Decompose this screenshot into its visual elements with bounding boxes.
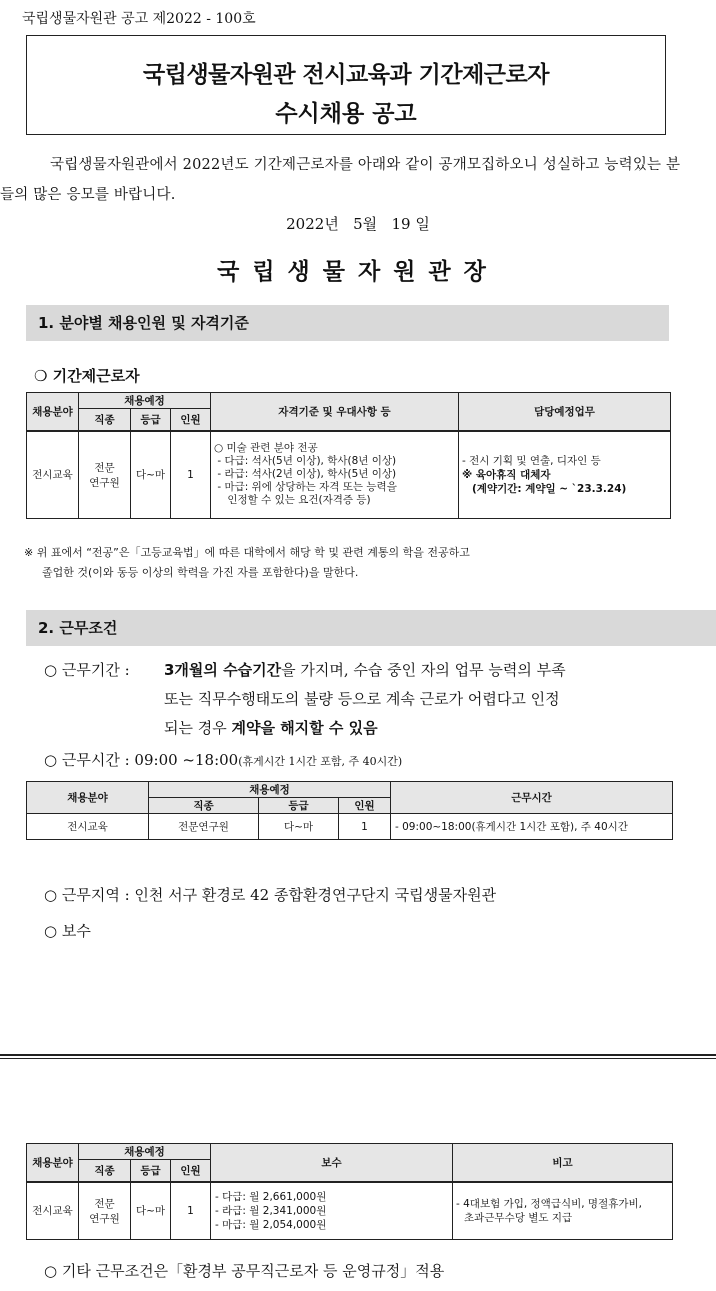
other-conditions: ○ 기타 근무조건은「환경부 공무직근로자 등 운영규정」적용 (44, 1262, 445, 1280)
header-grade: 등급 (131, 1160, 171, 1182)
header-qual: 자격기준 및 우대사항 등 (211, 393, 459, 431)
cell-field: 전시교육 (27, 814, 149, 840)
date-month: 5월 (353, 215, 378, 233)
cell-qual (211, 431, 459, 519)
section-1-header: 1. 분야별 채용인원 및 자격기준 (26, 305, 669, 341)
duty-line: - 전시 기획 및 연출, 디자인 등 (462, 454, 601, 467)
cell-job: 전문 연구원 (79, 431, 131, 519)
issuer: 국립생물자원관장 (217, 259, 499, 285)
header-count: 인원 (171, 1160, 211, 1182)
cell-field: 전시교육 (27, 431, 79, 519)
pay-line: - 마급: 월 2,054,000원 (215, 1218, 327, 1231)
work-location: ○ 근무지역 : 인천 서구 환경로 42 종합환경연구단지 국립생물자원관 (44, 886, 497, 904)
cell-grade: 다~마 (259, 814, 339, 840)
title-line-2: 수시채용 공고 (275, 101, 417, 127)
page-divider (0, 1054, 716, 1056)
header-note: 비고 (453, 1144, 673, 1182)
note-line: 초과근무수당 별도 지급 (464, 1211, 573, 1224)
footnote (24, 543, 684, 583)
cell-note (453, 1182, 673, 1240)
pay-line: - 라급: 월 2,341,000원 (215, 1204, 327, 1217)
header-grade: 등급 (131, 409, 171, 431)
pay-line: - 다급: 월 2,661,000원 (215, 1190, 327, 1203)
section-1-subtitle: ❍ 기간제근로자 (34, 367, 140, 385)
header-job: 직종 (149, 798, 259, 814)
cell-field: 전시교육 (27, 1182, 79, 1240)
work-period-line-2: 또는 직무수행태도의 불량 등으로 계속 근로가 어렵다고 인정 (164, 690, 560, 708)
cell-count: 1 (171, 431, 211, 519)
cell-count: 1 (339, 814, 391, 840)
table-row (27, 431, 671, 519)
pay-table (26, 1143, 673, 1240)
cell-job: 전문 연구원 (79, 1182, 131, 1240)
table-row (27, 814, 673, 840)
date-day: 19 일 (391, 215, 430, 233)
cell-pay (211, 1182, 453, 1240)
page-divider (0, 1058, 716, 1059)
probation-text: 3개월의 수습기간 (164, 661, 282, 679)
cell-job: 전문연구원 (149, 814, 259, 840)
cell-grade: 다~마 (131, 1182, 171, 1240)
header-plan: 채용예정 (79, 1144, 211, 1160)
date-year: 2022년 (286, 215, 339, 233)
work-hours-label: ○ 근무시간 : (44, 751, 130, 769)
cell-duty (459, 431, 671, 519)
duty-line: (계약기간: 계약일 ~ `23.3.24) (472, 482, 627, 495)
header-job: 직종 (79, 409, 131, 431)
header-plan: 채용예정 (149, 782, 391, 798)
qual-line: ○ 미술 관련 분야 전공 (214, 442, 318, 455)
title-box (26, 35, 666, 135)
notice-date (0, 213, 716, 234)
qual-line: - 마급: 위에 상당하는 자격 또는 능력을 (214, 481, 397, 494)
footnote-line-2: 졸업한 것(이와 동등 이상의 학력을 가진 자를 포함한다)을 말한다. (42, 566, 359, 579)
pay-label: ○ 보수 (44, 922, 91, 940)
work-hours-value: 09:00 ~18:00 (134, 751, 239, 769)
header-count: 인원 (171, 409, 211, 431)
header-job: 직종 (79, 1160, 131, 1182)
header-field: 채용분야 (27, 393, 79, 431)
notice-number: 국립생물자원관 공고 제2022 - 100호 (22, 11, 256, 27)
work-hours-detail: (휴게시간 1시간 포함, 주 40시간) (238, 755, 403, 768)
work-period-label: ○ 근무기간 : (44, 661, 130, 679)
section-2-header: 2. 근무조건 (26, 610, 716, 646)
header-field: 채용분야 (27, 1144, 79, 1182)
work-hours-table (26, 781, 673, 840)
table-row (27, 1182, 673, 1240)
termination-text: 계약을 해지할 수 있음 (231, 719, 378, 737)
header-field: 채용분야 (27, 782, 149, 814)
header-time: 근무시간 (391, 782, 673, 814)
title-line-1: 국립생물자원관 전시교육과 기간제근로자 (143, 62, 549, 88)
intro-paragraph: 국립생물자원관에서 2022년도 기간제근로자를 아래와 같이 공개모집하오니 성실하고 능력있는 분들의 많은 응모를 바랍니다. (0, 157, 681, 203)
work-period (44, 656, 684, 743)
qual-line: 인정할 수 있는 요건(자격증 등) (214, 494, 371, 507)
header-pay: 보수 (211, 1144, 453, 1182)
header-plan: 채용예정 (79, 393, 211, 409)
recruitment-table (26, 392, 671, 519)
cell-count: 1 (171, 1182, 211, 1240)
work-period-text: 을 가지며, 수습 중인 자의 업무 능력의 부족 (281, 661, 566, 679)
header-duty: 담당예정업무 (459, 393, 671, 431)
header-grade: 등급 (259, 798, 339, 814)
duty-line: ※ 육아휴직 대체자 (462, 468, 551, 481)
note-line: - 4대보험 가입, 정액급식비, 명절휴가비, (456, 1197, 642, 1210)
work-hours (44, 746, 402, 776)
qual-line: - 다급: 석사(5년 이상), 학사(8년 이상) (214, 455, 397, 468)
qual-line: - 라급: 석사(2년 이상), 학사(5년 이상) (214, 468, 397, 481)
header-count: 인원 (339, 798, 391, 814)
cell-time: - 09:00~18:00(휴게시간 1시간 포함), 주 40시간 (391, 814, 673, 840)
cell-grade: 다~마 (131, 431, 171, 519)
work-period-line-3: 되는 경우 (164, 719, 232, 737)
footnote-line-1: ※ 위 표에서 “전공”은「고등교육법」에 따른 대학에서 해당 학 및 관련 계통의 학을 전공하고 (24, 546, 470, 559)
